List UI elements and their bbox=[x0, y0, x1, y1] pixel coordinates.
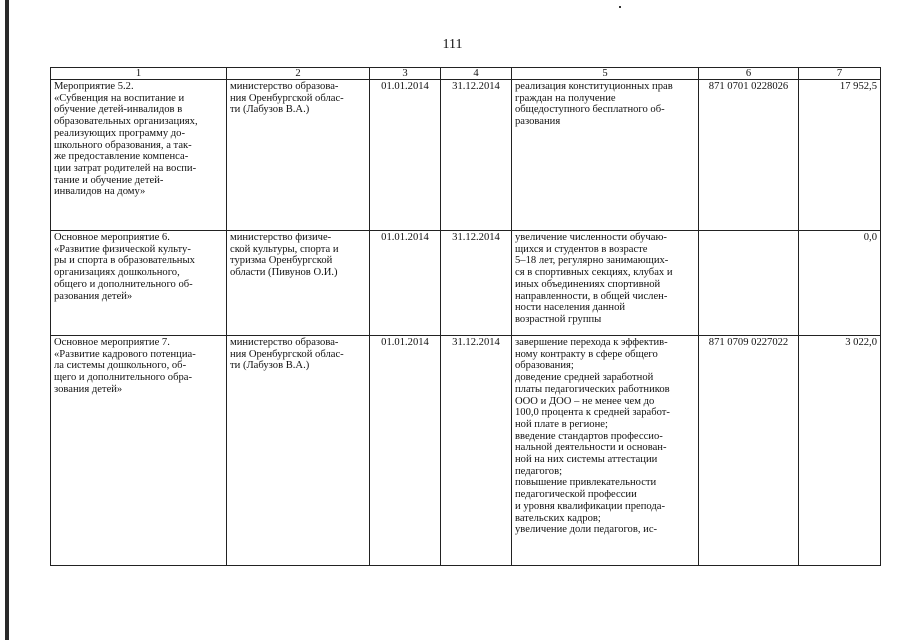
table-header-row bbox=[51, 68, 881, 80]
table-row bbox=[51, 80, 881, 231]
page-number: 111 bbox=[442, 37, 463, 52]
budget-code-cell: 871 0709 0227022 bbox=[699, 336, 799, 566]
executor-cell: министерство образова- ния Оренбургской облас- ти (Лабузов В.А.) bbox=[227, 336, 370, 566]
event-cell: Мероприятие 5.2. «Субвенция на воспитание и обучение детей-инвалидов в образовательных организациях, реализующих программу до- школьного образования, а так- же предоставление компенса- ции затрат родителей на воспи- тание и обучение детей- инвалидов на дому» bbox=[51, 80, 227, 231]
event-cell: Основное мероприятие 7. «Развитие кадрового потенциа- ла системы дошкольного, об- щего и дополнительного обра- зования детей» bbox=[51, 336, 227, 566]
header-col-4: 4 bbox=[441, 68, 512, 80]
start-date-cell: 01.01.2014 bbox=[370, 231, 441, 336]
start-date-cell: 01.01.2014 bbox=[370, 80, 441, 231]
header-col-5: 5 bbox=[512, 68, 699, 80]
header-col-3: 3 bbox=[370, 68, 441, 80]
executor-cell: министерство образова- ния Оренбургской облас- ти (Лабузов В.А.) bbox=[227, 80, 370, 231]
scan-edge bbox=[5, 0, 9, 640]
budget-code-cell bbox=[699, 231, 799, 336]
table-row bbox=[51, 336, 881, 566]
program-table bbox=[50, 67, 881, 566]
table-row bbox=[51, 231, 881, 336]
result-cell: реализация конституционных прав граждан на получение общедоступного бесплатного об- разования bbox=[512, 80, 699, 231]
start-date-cell: 01.01.2014 bbox=[370, 336, 441, 566]
result-cell: увеличение численности обучаю- щихся и студентов в возрасте 5–18 лет, регулярно занимающих- ся в спортивных секциях, клубах и иных объединениях спортивной направленности, в общей числен- ности населения данной возрастной группы bbox=[512, 231, 699, 336]
amount-cell: 17 952,5 bbox=[799, 80, 881, 231]
scan-speck bbox=[619, 6, 621, 8]
header-col-6: 6 bbox=[699, 68, 799, 80]
result-cell: завершение перехода к эффектив- ному контракту в сфере общего образования; доведение средней заработной платы педагогических работников ООО и ДОО – не менее чем до 100,0 процента к средней заработ- ной плате в регионе; введение стандартов профессио- нальной деятельности и основан- ной на них системы аттестации педагогов; повышение привлекательности педагогической профессии и уровня квалификации препода- вательских кадров; увеличение доли педагогов, ис- bbox=[512, 336, 699, 566]
event-cell: Основное мероприятие 6. «Развитие физической культу- ры и спорта в образовательных организациях дошкольного, общего и дополнительного об- разования детей» bbox=[51, 231, 227, 336]
end-date-cell: 31.12.2014 bbox=[441, 336, 512, 566]
end-date-cell: 31.12.2014 bbox=[441, 80, 512, 231]
header-col-1: 1 bbox=[51, 68, 227, 80]
end-date-cell: 31.12.2014 bbox=[441, 231, 512, 336]
executor-cell: министерство физиче- ской культуры, спорта и туризма Оренбургской области (Пивунов О.И.) bbox=[227, 231, 370, 336]
amount-cell: 0,0 bbox=[799, 231, 881, 336]
budget-code-cell: 871 0701 0228026 bbox=[699, 80, 799, 231]
header-col-2: 2 bbox=[227, 68, 370, 80]
amount-cell: 3 022,0 bbox=[799, 336, 881, 566]
header-col-7: 7 bbox=[799, 68, 881, 80]
